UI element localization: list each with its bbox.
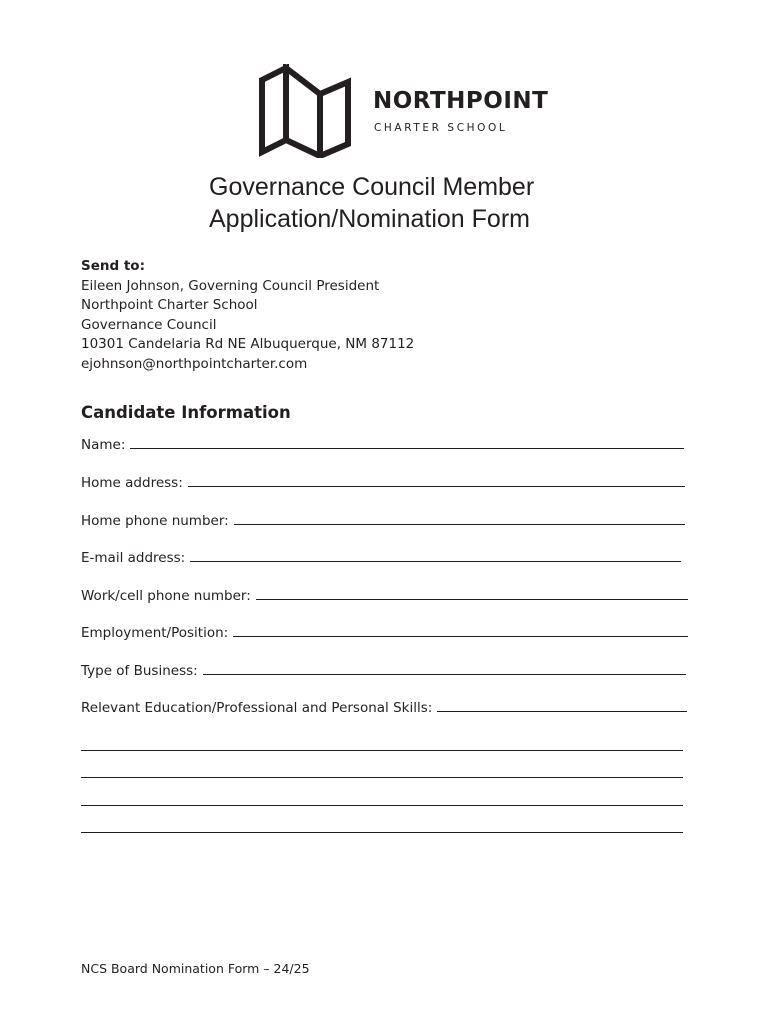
employment-input-line[interactable]: [233, 636, 688, 637]
send-to-label: Send to:: [81, 258, 145, 274]
skills-field[interactable]: [81, 696, 687, 716]
candidate-info-heading: Candidate Information: [81, 403, 291, 422]
send-to-address: 10301 Candelaria Rd NE Albuquerque, NM 87112: [81, 336, 415, 352]
skills-blank-line-2[interactable]: [81, 777, 683, 778]
skills-blank-line-3[interactable]: [81, 805, 683, 806]
skills-blank-line-1[interactable]: [81, 750, 683, 751]
work-phone-label: Work/cell phone number:: [81, 588, 251, 604]
logo-brand-name: NORTHPOINT: [373, 88, 549, 114]
employment-field[interactable]: [81, 621, 688, 641]
skills-label: Relevant Education/Professional and Personal Skills:: [81, 700, 433, 716]
business-type-label: Type of Business:: [81, 663, 198, 679]
home-address-input-line[interactable]: [188, 486, 685, 487]
title-line-1: Governance Council Member: [209, 173, 535, 201]
page-footer: NCS Board Nomination Form – 24/25: [81, 961, 310, 976]
business-type-input-line[interactable]: [203, 674, 686, 675]
page-title: [209, 171, 534, 235]
send-to-council: Governance Council: [81, 316, 217, 333]
name-input-line[interactable]: [130, 448, 684, 449]
name-label: Name:: [81, 437, 126, 453]
home-phone-field[interactable]: [81, 509, 685, 529]
email-label: E-mail address:: [81, 550, 186, 566]
northpoint-logo-icon: [258, 64, 352, 158]
send-to-school: Northpoint Charter School: [81, 297, 258, 313]
home-address-field[interactable]: [81, 471, 685, 491]
skills-input-line[interactable]: [437, 711, 687, 712]
business-type-field[interactable]: [81, 659, 686, 679]
send-to-recipient: Eileen Johnson, Governing Council President: [81, 277, 380, 294]
email-input-line[interactable]: [190, 561, 681, 562]
send-to-block: [81, 257, 414, 374]
school-logo: [258, 64, 549, 158]
home-phone-label: Home phone number:: [81, 513, 229, 529]
home-phone-input-line[interactable]: [234, 524, 685, 525]
send-to-email: ejohnson@northpointcharter.com: [81, 355, 308, 372]
employment-label: Employment/Position:: [81, 625, 229, 641]
title-line-2: Application/Nomination Form: [209, 205, 530, 233]
work-phone-input-line[interactable]: [256, 599, 688, 600]
skills-blank-line-4[interactable]: [81, 832, 683, 833]
logo-subtitle: CHARTER SCHOOL: [374, 122, 508, 134]
home-address-label: Home address:: [81, 475, 183, 491]
name-field[interactable]: [81, 433, 684, 453]
email-field[interactable]: [81, 546, 681, 566]
work-phone-field[interactable]: [81, 584, 688, 604]
